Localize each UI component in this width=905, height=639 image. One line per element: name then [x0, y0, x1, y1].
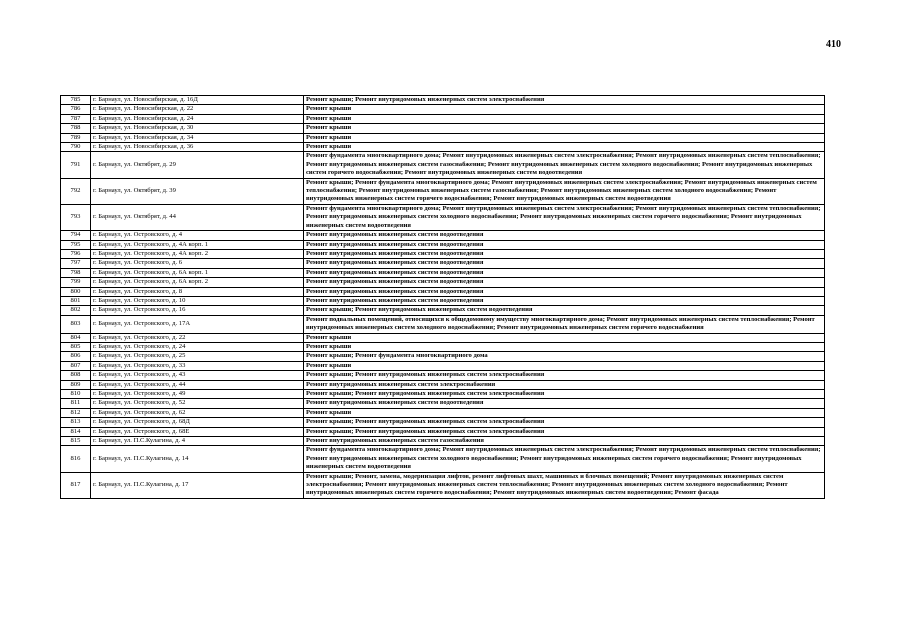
table-row [61, 105, 825, 114]
row-works: Ремонт крыши [304, 105, 825, 114]
table-row [61, 152, 825, 178]
row-number: 803 [61, 315, 91, 333]
row-address: г. Барнаул, ул. Островского, д. 6А корп. 2 [91, 278, 304, 287]
row-address: г. Барнаул, ул. Островского, д. 43 [91, 371, 304, 380]
row-number: 807 [61, 361, 91, 370]
row-works: Ремонт крыши [304, 361, 825, 370]
row-works: Ремонт внутридомовых инженерных систем водоотведения [304, 287, 825, 296]
row-number: 799 [61, 278, 91, 287]
table-row [61, 352, 825, 361]
table-row [61, 240, 825, 249]
row-number: 812 [61, 408, 91, 417]
table-row [61, 296, 825, 305]
row-number: 793 [61, 204, 91, 230]
row-number: 789 [61, 133, 91, 142]
row-number: 806 [61, 352, 91, 361]
row-address: г. Барнаул, ул. Новосибирская, д. 22 [91, 105, 304, 114]
row-address: г. Барнаул, ул. Островского, д. 6 [91, 259, 304, 268]
row-address: г. Барнаул, ул. П.С.Кулагина, д. 14 [91, 446, 304, 472]
row-address: г. Барнаул, ул. Островского, д. 4А корп. 2 [91, 249, 304, 258]
row-address: г. Барнаул, ул. Октябрят, д. 44 [91, 204, 304, 230]
table-row [61, 361, 825, 370]
table-row [61, 96, 825, 105]
row-works: Ремонт крыши; Ремонт фундамента многоквартирного дома [304, 352, 825, 361]
row-number: 804 [61, 333, 91, 342]
row-number: 797 [61, 259, 91, 268]
row-works: Ремонт крыши [304, 342, 825, 351]
table-row [61, 437, 825, 446]
table-row [61, 342, 825, 351]
row-address: г. Барнаул, ул. Островского, д. 22 [91, 333, 304, 342]
row-number: 792 [61, 178, 91, 204]
row-address: г. Барнаул, ул. Островского, д. 17А [91, 315, 304, 333]
row-address: г. Барнаул, ул. Новосибирская, д. 34 [91, 133, 304, 142]
row-address: г. Барнаул, ул. П.С.Кулагина, д. 17 [91, 472, 304, 498]
row-works: Ремонт фундамента многоквартирного дома; Ремонт внутридомовых инженерных систем электроснабжения; Ремонт внутридомовых инженерных систем теплоснабжения; Ремонт внутридомовых инженерных систем холодного водоснабжения; Ремонт внутридомовых инженерных систем горячего водоснабжения; Ремонт внутридомовых инженерных систем водоотведения [304, 446, 825, 472]
page-number: 410 [826, 39, 841, 50]
table-row [61, 380, 825, 389]
row-works: Ремонт крыши [304, 408, 825, 417]
row-address: г. Барнаул, ул. Островского, д. 24 [91, 342, 304, 351]
row-works: Ремонт крыши; Ремонт внутридомовых инженерных систем электроснабжения [304, 427, 825, 436]
row-number: 814 [61, 427, 91, 436]
row-number: 785 [61, 96, 91, 105]
row-number: 796 [61, 249, 91, 258]
table-row [61, 306, 825, 315]
table-row [61, 472, 825, 498]
table-row [61, 114, 825, 123]
row-works: Ремонт внутридомовых инженерных систем водоотведения [304, 399, 825, 408]
table-row [61, 268, 825, 277]
row-works: Ремонт крыши; Ремонт внутридомовых инженерных систем электроснабжения [304, 371, 825, 380]
row-address: г. Барнаул, ул. Островского, д. 33 [91, 361, 304, 370]
row-number: 800 [61, 287, 91, 296]
row-works: Ремонт крыши; Ремонт внутридомовых инженерных систем водоотведения [304, 306, 825, 315]
row-address: г. Барнаул, ул. Новосибирская, д. 24 [91, 114, 304, 123]
row-address: г. Барнаул, ул. Островского, д. 62 [91, 408, 304, 417]
row-address: г. Барнаул, ул. Островского, д. 25 [91, 352, 304, 361]
row-address: г. Барнаул, ул. Островского, д. 8 [91, 287, 304, 296]
row-address: г. Барнаул, ул. Островского, д. 44 [91, 380, 304, 389]
row-works: Ремонт внутридомовых инженерных систем водоотведения [304, 296, 825, 305]
row-number: 794 [61, 231, 91, 240]
row-address: г. Барнаул, ул. Островского, д. 16 [91, 306, 304, 315]
row-number: 817 [61, 472, 91, 498]
row-number: 816 [61, 446, 91, 472]
row-address: г. Барнаул, ул. Новосибирская, д. 16Д [91, 96, 304, 105]
table-row [61, 259, 825, 268]
row-number: 808 [61, 371, 91, 380]
row-address: г. Барнаул, ул. Островского, д. 10 [91, 296, 304, 305]
row-works: Ремонт фундамента многоквартирного дома; Ремонт внутридомовых инженерных систем электроснабжения; Ремонт внутридомовых инженерных систем теплоснабжения; Ремонт внутридомовых инженерных систем холодного водоснабжения; Ремонт внутридомовых инженерных систем горячего водоснабжения; Ремонт внутридомовых инженерных систем водоотведения [304, 204, 825, 230]
row-works: Ремонт фундамента многоквартирного дома; Ремонт внутридомовых инженерных систем электроснабжения; Ремонт внутридомовых инженерных систем теплоснабжения; Ремонт внутридомовых инженерных систем газоснабжения; Ремонт внутридомовых инженерных систем холодного водоснабжения; Ремонт внутридомовых инженерных систем горячего водоснабжения; Ремонт внутридомовых инженерных систем водоотведения [304, 152, 825, 178]
row-works: Ремонт крыши; Ремонт, замена, модернизация лифтов, ремонт лифтовых шахт, машинных и блочных помещений; Ремонт внутридомовых инженерных систем электроснабжения; Ремонт внутридомовых инженерных систем теплоснабжения; Ремонт внутридомовых инженерных систем холодного водоснабжения; Ремонт внутридомовых инженерных систем горячего водоснабжения; Ремонт внутридомовых инженерных систем водоотведения; Ремонт фасада [304, 472, 825, 498]
table-row [61, 178, 825, 204]
table-row [61, 124, 825, 133]
row-works: Ремонт крыши; Ремонт внутридомовых инженерных систем электроснабжения [304, 96, 825, 105]
row-works: Ремонт внутридомовых инженерных систем водоотведения [304, 268, 825, 277]
table-row [61, 390, 825, 399]
table-row [61, 371, 825, 380]
row-works: Ремонт подвальных помещений, относящихся к общедомовому имуществу многоквартирного дома; Ремонт внутридомовых инженерных систем теплоснабжения; Ремонт внутридомовых инженерных систем холодного водоснабжения; Ремонт внутридомовых инженерных систем горячего водоснабжения [304, 315, 825, 333]
row-number: 791 [61, 152, 91, 178]
row-number: 795 [61, 240, 91, 249]
table-row [61, 315, 825, 333]
table-row [61, 133, 825, 142]
table-row [61, 408, 825, 417]
row-number: 815 [61, 437, 91, 446]
row-works: Ремонт внутридомовых инженерных систем газоснабжения [304, 437, 825, 446]
row-number: 801 [61, 296, 91, 305]
table-row [61, 231, 825, 240]
row-address: г. Барнаул, ул. П.С.Кулагина, д. 4 [91, 437, 304, 446]
row-address: г. Барнаул, ул. Октябрят, д. 29 [91, 152, 304, 178]
row-works: Ремонт крыши; Ремонт внутридомовых инженерных систем электроснабжения [304, 390, 825, 399]
table-row [61, 287, 825, 296]
row-works: Ремонт внутридомовых инженерных систем водоотведения [304, 259, 825, 268]
row-works: Ремонт крыши [304, 124, 825, 133]
table-row [61, 143, 825, 152]
registry-body [61, 96, 825, 499]
row-works: Ремонт крыши [304, 133, 825, 142]
row-address: г. Барнаул, ул. Новосибирская, д. 36 [91, 143, 304, 152]
row-address: г. Барнаул, ул. Островского, д. 6А корп. 1 [91, 268, 304, 277]
table-row [61, 333, 825, 342]
row-number: 790 [61, 143, 91, 152]
row-address: г. Барнаул, ул. Новосибирская, д. 30 [91, 124, 304, 133]
row-number: 802 [61, 306, 91, 315]
table-row [61, 446, 825, 472]
row-number: 798 [61, 268, 91, 277]
row-address: г. Барнаул, ул. Островского, д. 52 [91, 399, 304, 408]
row-works: Ремонт внутридомовых инженерных систем водоотведения [304, 231, 825, 240]
table-row [61, 399, 825, 408]
row-works: Ремонт крыши [304, 114, 825, 123]
table-row [61, 204, 825, 230]
row-number: 805 [61, 342, 91, 351]
row-address: г. Барнаул, ул. Островского, д. 68Д [91, 418, 304, 427]
row-address: г. Барнаул, ул. Островского, д. 4А корп. 1 [91, 240, 304, 249]
row-address: г. Барнаул, ул. Островского, д. 68Е [91, 427, 304, 436]
row-works: Ремонт крыши [304, 333, 825, 342]
row-number: 811 [61, 399, 91, 408]
table-row [61, 278, 825, 287]
row-address: г. Барнаул, ул. Островского, д. 49 [91, 390, 304, 399]
row-works: Ремонт внутридомовых инженерных систем водоотведения [304, 240, 825, 249]
row-works: Ремонт внутридомовых инженерных систем водоотведения [304, 249, 825, 258]
table-row [61, 418, 825, 427]
row-works: Ремонт крыши; Ремонт фундамента многоквартирного дома; Ремонт внутридомовых инженерных систем электроснабжения; Ремонт внутридомовых инженерных систем теплоснабжения; Ремонт внутридомовых инженерных систем газоснабжения; Ремонт внутридомовых инженерных систем холодного водоснабжения; Ремонт внутридомовых инженерных систем горячего водоснабжения; Ремонт внутридомовых инженерных систем водоотведения [304, 178, 825, 204]
row-number: 787 [61, 114, 91, 123]
row-address: г. Барнаул, ул. Октябрят, д. 39 [91, 178, 304, 204]
row-number: 813 [61, 418, 91, 427]
repair-registry-table [60, 95, 825, 499]
table-row [61, 249, 825, 258]
row-number: 788 [61, 124, 91, 133]
table-row [61, 427, 825, 436]
row-number: 786 [61, 105, 91, 114]
row-number: 810 [61, 390, 91, 399]
row-works: Ремонт крыши; Ремонт внутридомовых инженерных систем электроснабжения [304, 418, 825, 427]
row-works: Ремонт крыши [304, 143, 825, 152]
row-address: г. Барнаул, ул. Островского, д. 4 [91, 231, 304, 240]
row-number: 809 [61, 380, 91, 389]
row-works: Ремонт внутридомовых инженерных систем водоотведения [304, 278, 825, 287]
row-works: Ремонт внутридомовых инженерных систем электроснабжения [304, 380, 825, 389]
